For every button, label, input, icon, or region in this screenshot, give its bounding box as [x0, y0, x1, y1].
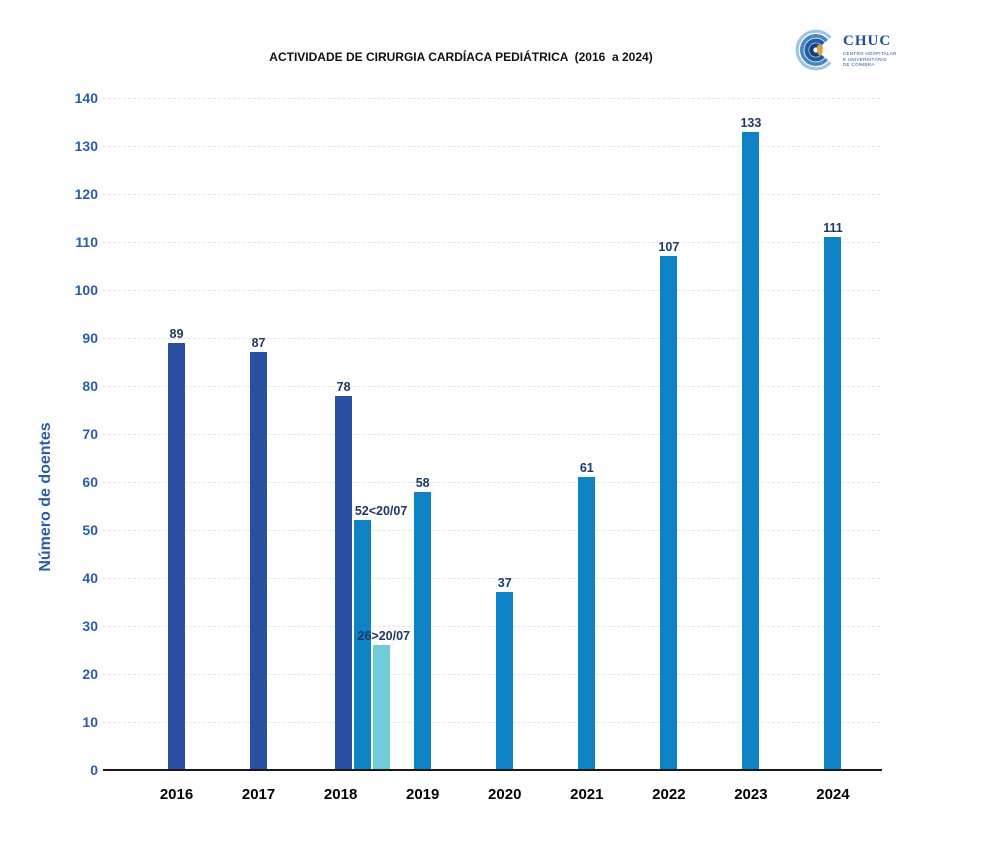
chuc-logo-subtitle-line: CENTRO HOSPITALAR	[843, 51, 897, 56]
y-axis-title: Número de doentes	[37, 422, 54, 572]
gridline	[103, 434, 880, 435]
y-axis-tick-label: 120	[74, 186, 98, 202]
bar-2018-0	[335, 396, 352, 770]
x-axis-tick-label: 2023	[734, 786, 768, 803]
y-axis-tick-label: 30	[82, 618, 98, 634]
gridline	[103, 194, 880, 195]
y-axis-tick-label: 60	[82, 474, 98, 490]
gridline	[103, 674, 880, 675]
y-axis-tick-label: 10	[82, 714, 98, 730]
y-axis-tick-label: 0	[90, 762, 98, 778]
gridline	[103, 530, 880, 531]
x-axis-tick-label: 2020	[488, 786, 522, 803]
bar-2023	[742, 132, 759, 770]
chuc-logo-subtitle	[843, 51, 897, 68]
y-axis-tick-label: 40	[82, 570, 98, 586]
gridline	[103, 146, 880, 147]
bar-2017	[250, 352, 267, 770]
bar-value-label: 78	[336, 379, 351, 394]
y-axis-tick-label: 70	[82, 426, 98, 442]
x-axis-line	[103, 769, 882, 771]
bar-2024	[824, 237, 841, 770]
x-axis-tick-label: 2022	[652, 786, 686, 803]
x-axis-tick-label: 2021	[570, 786, 604, 803]
bar-2020	[496, 592, 513, 770]
y-axis-tick-label: 20	[82, 666, 98, 682]
bar-value-label: 111	[823, 221, 843, 236]
chart-title: ACTIVIDADE DE CIRURGIA CARDÍACA PEDIÁTRICA (2016 a 2024)	[269, 50, 653, 64]
y-axis-tick-label: 100	[74, 282, 98, 298]
bar-value-label: 26>20/07	[357, 629, 410, 644]
bar-2022	[660, 256, 677, 770]
bar-value-label: 58	[415, 475, 430, 490]
x-axis-tick-label: 2017	[241, 786, 276, 803]
bar-value-label: 52<20/07	[354, 504, 408, 519]
bar-2021	[578, 477, 595, 770]
chuc-logo-text	[843, 34, 897, 68]
bar-value-label: 89	[169, 326, 184, 341]
chuc-logo-acronym: CHUC	[843, 33, 892, 49]
gridline	[103, 290, 880, 291]
bar-2019	[414, 492, 431, 770]
gridline	[103, 98, 880, 99]
bar-2016	[168, 343, 185, 770]
bar-value-label: 87	[251, 336, 266, 351]
y-axis-tick-label: 50	[82, 522, 98, 538]
bar-value-label: 61	[579, 461, 594, 476]
y-axis-tick-label: 130	[74, 138, 98, 154]
x-axis-tick-label: 2019	[405, 786, 440, 803]
bar-value-label: 37	[497, 576, 512, 591]
chuc-logo-subtitle-line: E UNIVERSITÁRIO	[843, 56, 887, 62]
gridline	[103, 482, 880, 483]
gridline	[103, 626, 880, 627]
bar-2018-1	[354, 520, 371, 770]
gridline	[103, 722, 880, 723]
y-axis-tick-label: 110	[75, 234, 98, 250]
chuc-logo	[795, 27, 897, 78]
gridline	[103, 386, 880, 387]
bar-value-label: 107	[658, 240, 680, 255]
bar-2018-2	[373, 645, 390, 770]
y-axis-tick-label: 140	[74, 90, 98, 106]
x-axis-tick-label: 2024	[816, 786, 850, 803]
x-axis-tick-label: 2018	[323, 786, 358, 803]
gridline	[103, 242, 880, 243]
chuc-logo-subtitle-line: DE COIMBRA	[843, 62, 875, 68]
y-axis-tick-label: 80	[82, 378, 98, 394]
bar-value-label: 133	[740, 115, 762, 130]
y-axis-tick-label: 90	[82, 330, 98, 346]
x-axis-tick-label: 2016	[159, 786, 194, 803]
chuc-logo-icon	[795, 27, 841, 78]
